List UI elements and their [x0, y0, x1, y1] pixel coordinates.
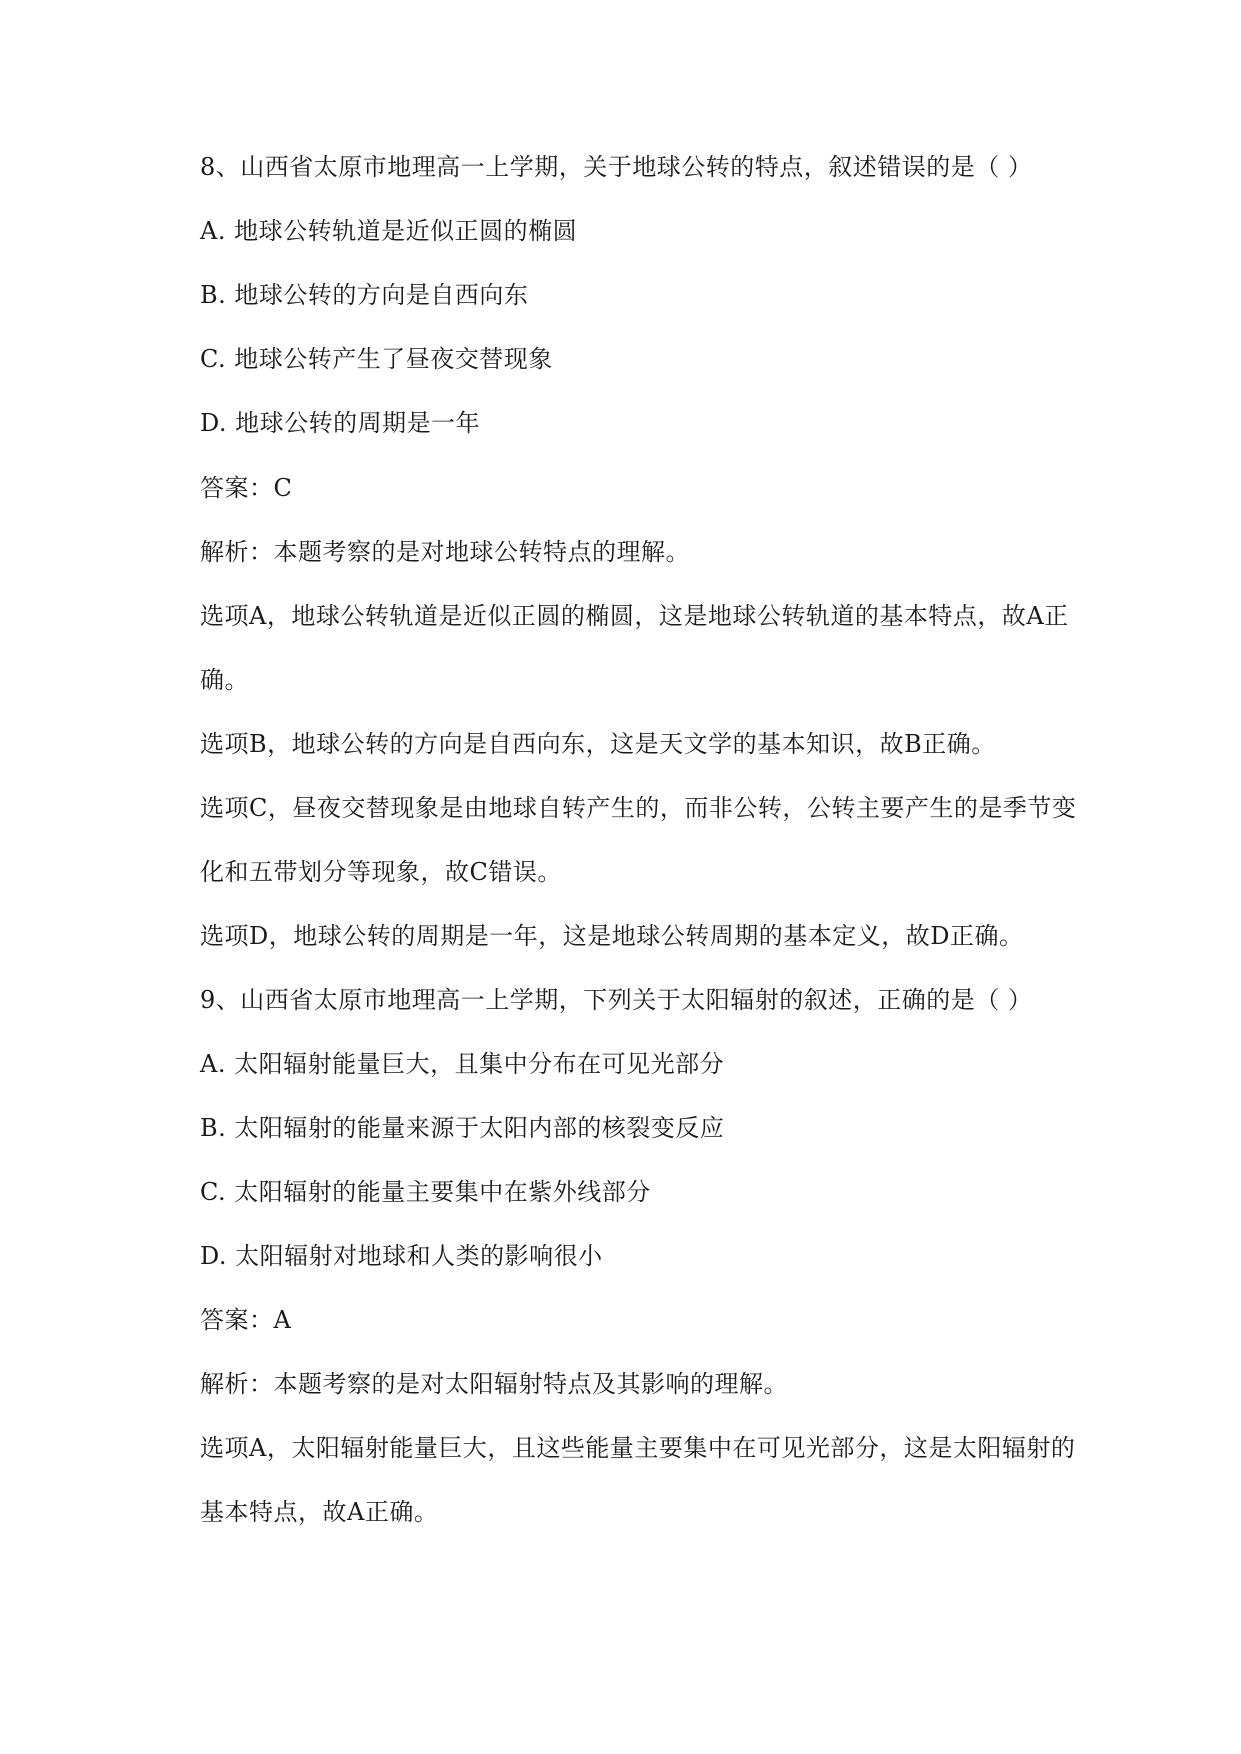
question-8-analysis-c-line2: 化和五带划分等现象，故C错误。	[200, 858, 562, 886]
question-9-analysis-a-line1: 选项A，太阳辐射能量巨大，且这些能量主要集中在可见光部分，这是太阳辐射的	[200, 1434, 1076, 1462]
question-8-option-b: B. 地球公转的方向是自西向东	[200, 281, 529, 309]
question-8-answer: 答案：C	[200, 474, 293, 502]
question-9-option-d: D. 太阳辐射对地球和人类的影响很小	[200, 1242, 603, 1270]
question-9-analysis-intro: 解析：本题考察的是对太阳辐射特点及其影响的理解。	[200, 1370, 788, 1398]
question-9-option-b: B. 太阳辐射的能量来源于太阳内部的核裂变反应	[200, 1114, 725, 1142]
question-8-option-a: A. 地球公转轨道是近似正圆的椭圆	[200, 217, 578, 245]
question-8-option-c: C. 地球公转产生了昼夜交替现象	[200, 345, 553, 373]
question-8-analysis-c-line1: 选项C，昼夜交替现象是由地球自转产生的，而非公转，公转主要产生的是季节变	[200, 794, 1077, 822]
question-8-stem: 8、山西省太原市地理高一上学期，关于地球公转的特点，叙述错误的是（ ）	[200, 153, 1033, 181]
question-9-analysis-a-line2: 基本特点，故A正确。	[200, 1498, 439, 1526]
question-9-option-c: C. 太阳辐射的能量主要集中在紫外线部分	[200, 1178, 651, 1206]
question-8-option-d: D. 地球公转的周期是一年	[200, 409, 481, 437]
question-8-analysis-d: 选项D，地球公转的周期是一年，这是地球公转周期的基本定义，故D正确。	[200, 922, 1024, 950]
question-9-answer: 答案：A	[200, 1306, 292, 1334]
question-8-analysis-b: 选项B，地球公转的方向是自西向东，这是天文学的基本知识，故B正确。	[200, 730, 996, 758]
question-8-analysis-a-line1: 选项A，地球公转轨道是近似正圆的椭圆，这是地球公转轨道的基本特点，故A正	[200, 602, 1069, 630]
question-9-option-a: A. 太阳辐射能量巨大，且集中分布在可见光部分	[200, 1050, 725, 1078]
question-9-stem: 9、山西省太原市地理高一上学期，下列关于太阳辐射的叙述，正确的是（ ）	[200, 986, 1033, 1014]
question-8-analysis-a-line2: 确。	[200, 666, 249, 694]
question-8-analysis-intro: 解析：本题考察的是对地球公转特点的理解。	[200, 538, 690, 566]
